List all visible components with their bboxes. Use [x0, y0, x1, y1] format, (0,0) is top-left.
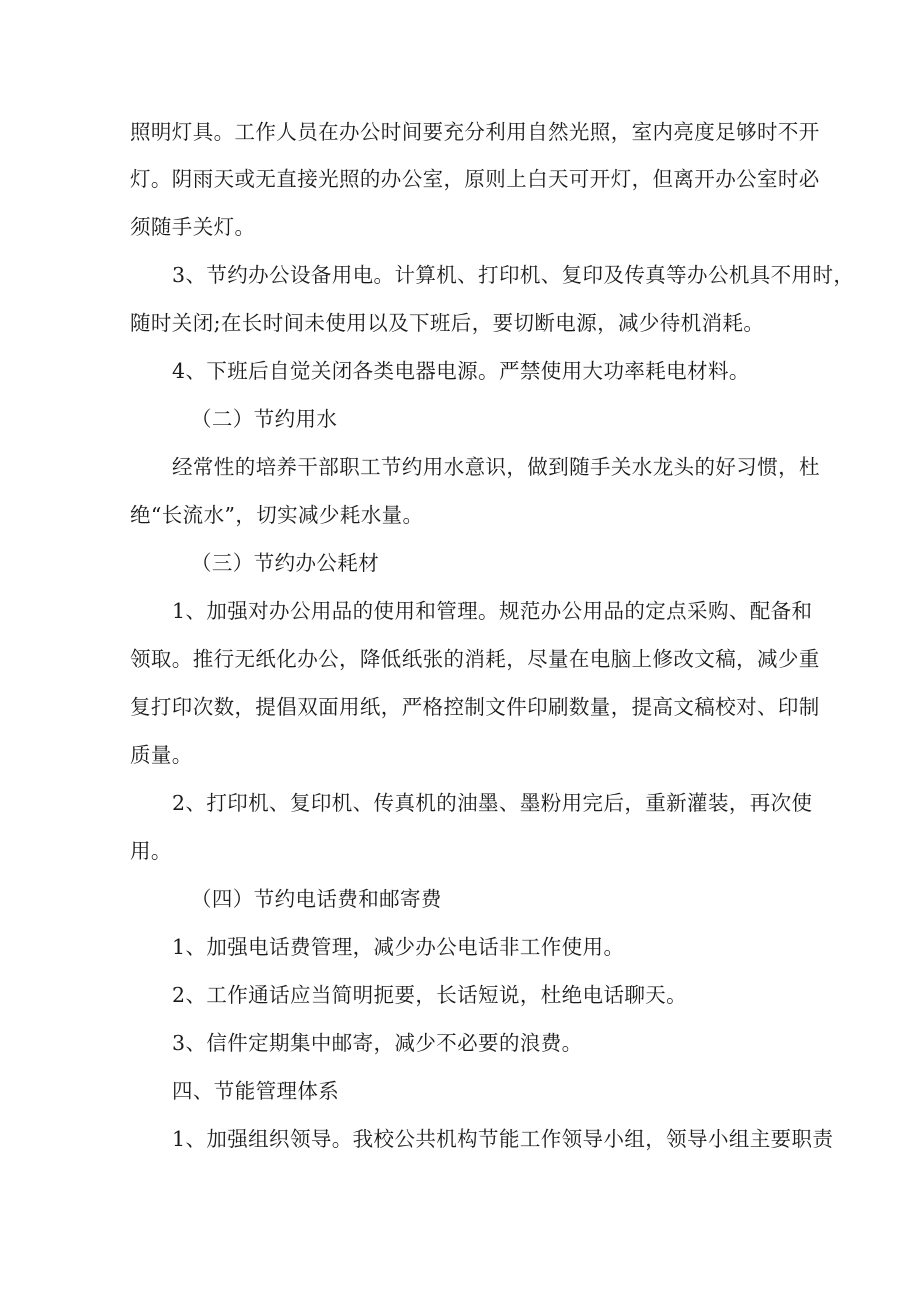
paragraph-line: 2、工作通话应当简明扼要，长话短说，杜绝电话聊天。	[172, 983, 688, 1007]
paragraph-line: 领取。推行无纸化办公，降低纸张的消耗，尽量在电脑上修改文稿，减少重	[130, 647, 820, 671]
paragraph-line: 须随手关灯。	[130, 215, 256, 239]
paragraph-line: 3、节约办公设备用电。计算机、打印机、复印及传真等办公机具不用时，	[172, 263, 855, 287]
chapter-heading: 四、节能管理体系	[172, 1079, 340, 1103]
paragraph-line: 灯。阴雨天或无直接光照的办公室，原则上白天可开灯，但离开办公室时必	[130, 167, 820, 191]
paragraph-line: 随时关闭;在长时间未使用以及下班后，要切断电源，减少待机消耗。	[130, 311, 765, 335]
paragraph-line: 质量。	[130, 743, 193, 767]
paragraph-line: 经常性的培养干部职工节约用水意识，做到随手关水龙头的好习惯，杜	[172, 455, 820, 479]
paragraph-line: 1、加强电话费管理，减少办公电话非工作使用。	[172, 935, 625, 959]
section-heading: （四）节约电话费和邮寄费	[191, 887, 442, 911]
paragraph-line: 复打印次数，提倡双面用纸，严格控制文件印刷数量，提高文稿校对、印制	[130, 695, 820, 719]
paragraph-line: 绝“长流水”，切实减少耗水量。	[130, 503, 424, 527]
paragraph-line: 1、加强组织领导。我校公共机构节能工作领导小组，领导小组主要职责	[172, 1127, 834, 1151]
paragraph-line: 1、加强对办公用品的使用和管理。规范办公用品的定点采购、配备和	[172, 599, 813, 623]
section-heading: （二）节约用水	[191, 407, 338, 431]
paragraph-line: 2、打印机、复印机、传真机的油墨、墨粉用完后，重新灌装，再次使	[172, 791, 813, 815]
section-heading: （三）节约办公耗材	[191, 551, 380, 575]
paragraph-line: 照明灯具。工作人员在办公时间要充分利用自然光照，室内亮度足够时不开	[130, 120, 820, 144]
paragraph-line: 用。	[130, 839, 172, 863]
paragraph-line: 3、信件定期集中邮寄，减少不必要的浪费。	[172, 1031, 583, 1055]
paragraph-line: 4、下班后自觉关闭各类电器电源。严禁使用大功率耗电材料。	[172, 359, 750, 383]
